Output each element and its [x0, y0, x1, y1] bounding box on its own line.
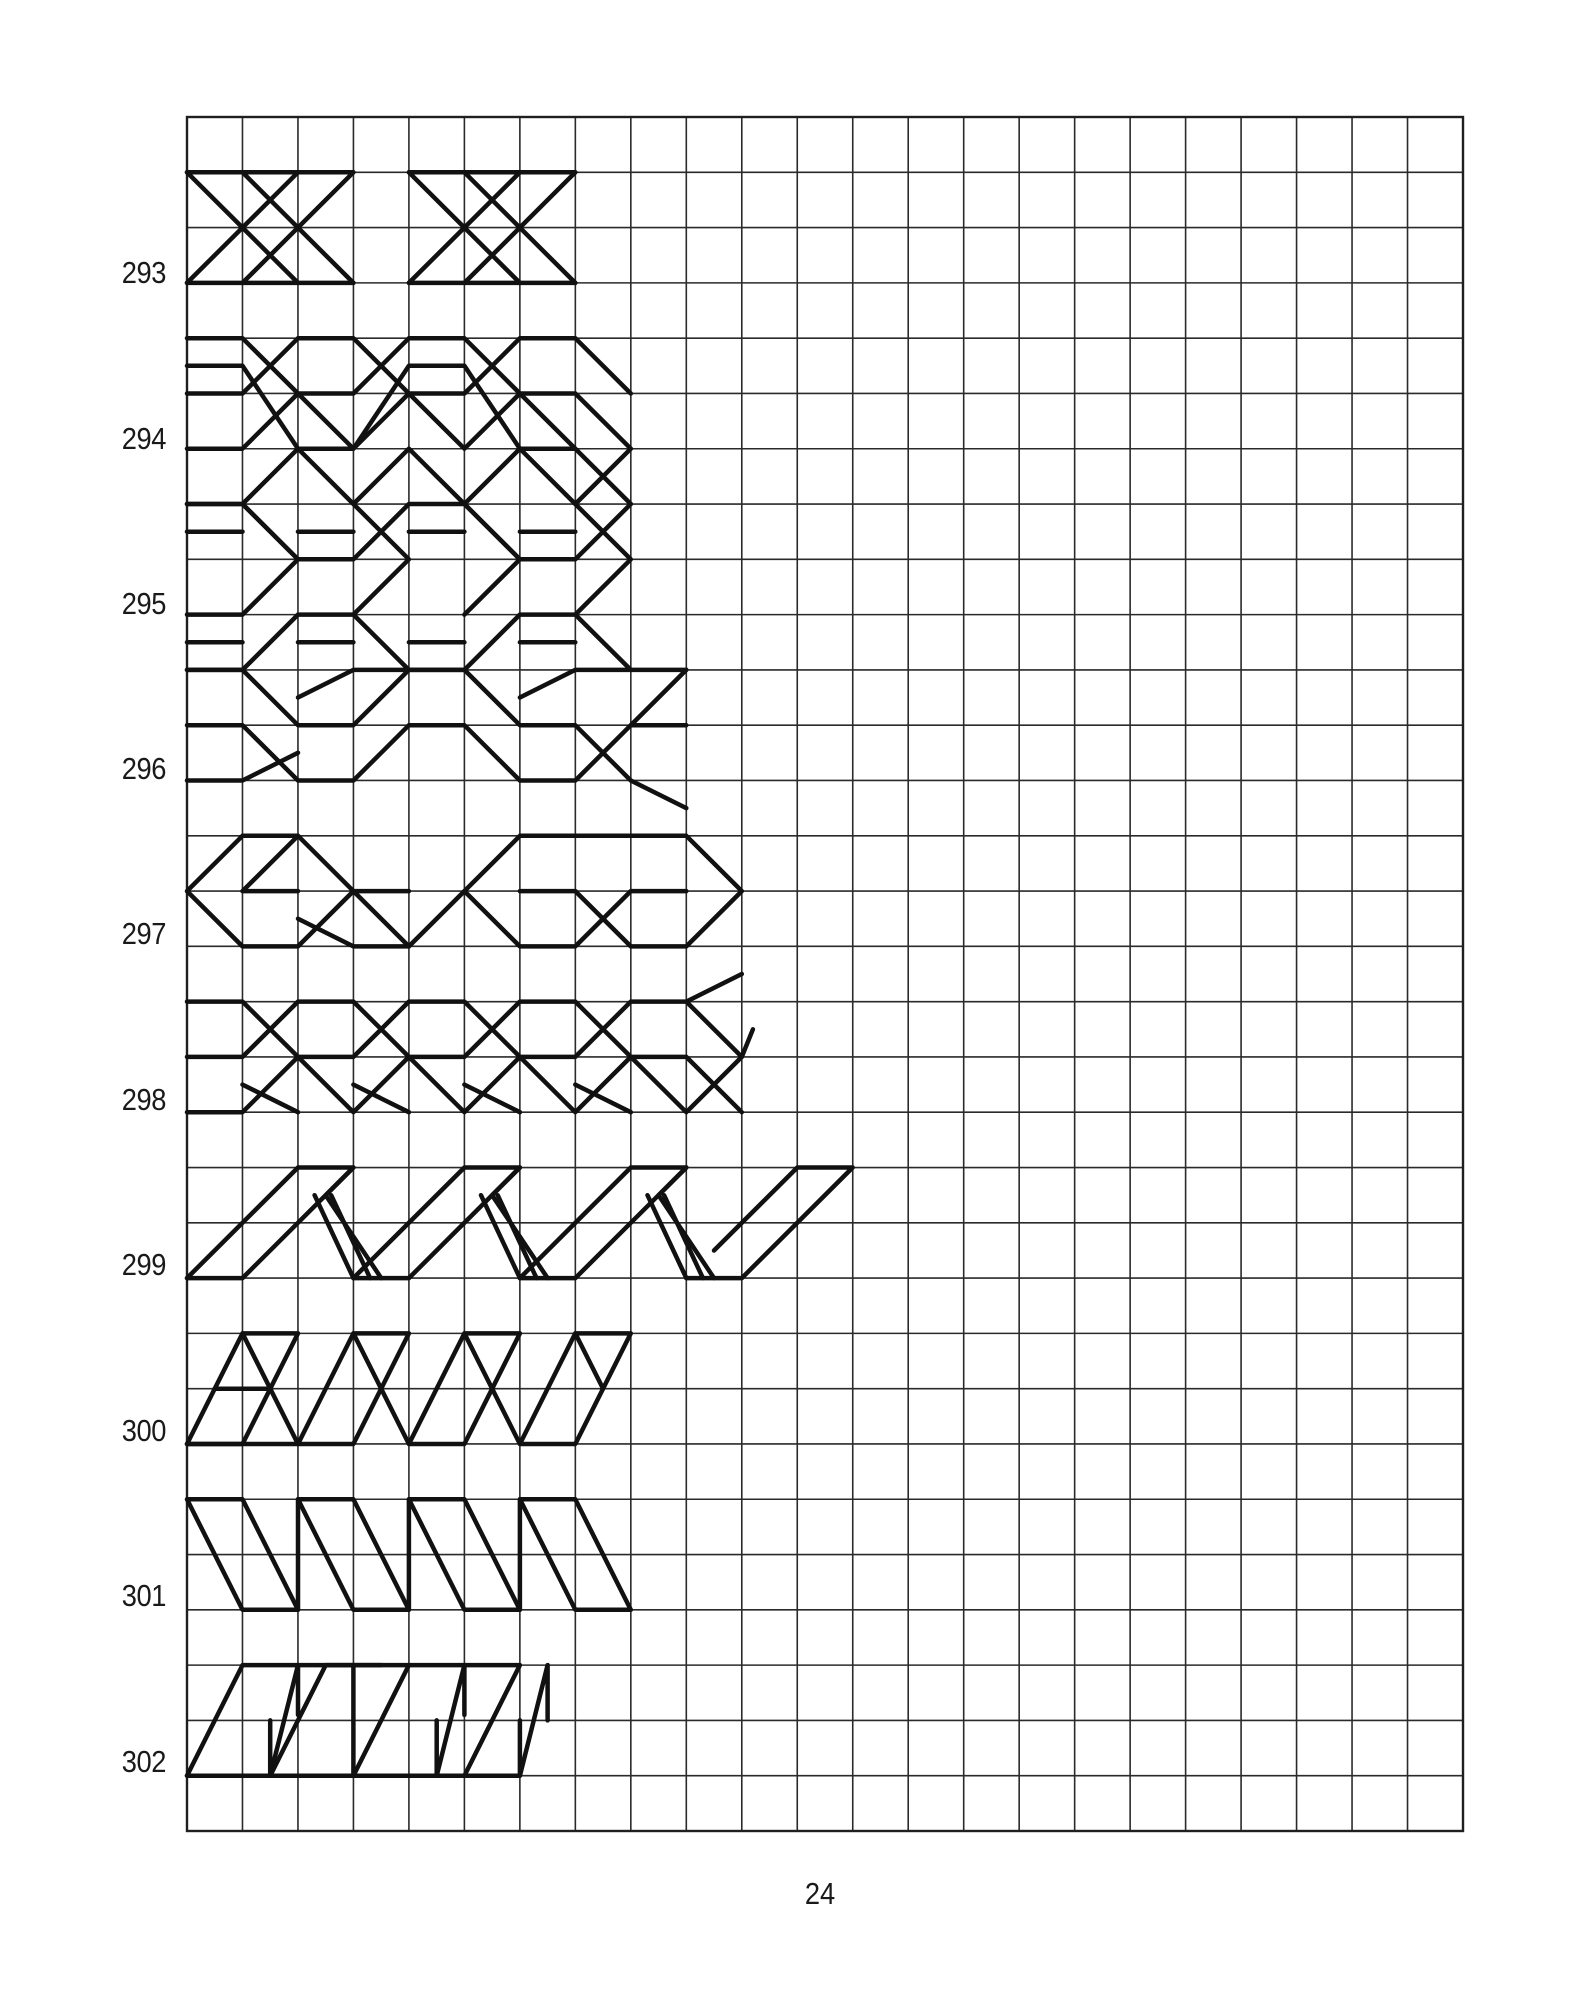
- row-label-301: 301: [121, 1578, 166, 1613]
- row-label-296: 296: [121, 751, 166, 786]
- page-number: 24: [804, 1876, 836, 1911]
- row-label-300: 300: [121, 1413, 166, 1448]
- braid-stroke: [243, 1085, 299, 1113]
- braid-stroke: [686, 974, 742, 1002]
- row-label-295: 295: [121, 586, 166, 621]
- row-label-293: 293: [121, 255, 166, 290]
- braid-stroke: [664, 1195, 703, 1278]
- row-label-302: 302: [121, 1744, 166, 1779]
- pattern-296: [187, 670, 686, 808]
- row-label-297: 297: [121, 916, 166, 951]
- braid-stroke: [575, 1085, 631, 1113]
- braid-stroke: [243, 836, 299, 891]
- braid-stroke: [631, 670, 687, 725]
- braid-stroke: [464, 1085, 520, 1113]
- row-label-299: 299: [121, 1247, 166, 1282]
- grid-lines: [187, 117, 1463, 1831]
- braid-stroke: [187, 366, 575, 449]
- braid-stroke: [575, 1333, 603, 1388]
- grid-border: [187, 117, 1463, 1831]
- row-label-294: 294: [121, 421, 166, 456]
- pattern-298: [187, 974, 753, 1112]
- braid-stroke: [353, 1085, 409, 1113]
- row-label-298: 298: [121, 1082, 166, 1117]
- braid-stroke: [187, 670, 686, 808]
